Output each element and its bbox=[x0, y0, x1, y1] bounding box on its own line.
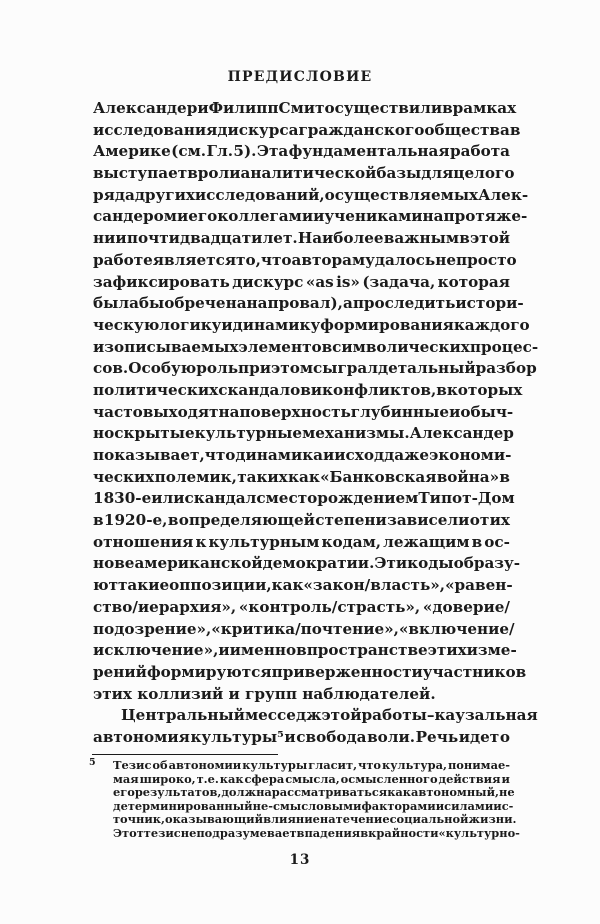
footnote-marker: 5 bbox=[89, 757, 96, 768]
body-text-line: но скрытые культурные механизмы. Александер bbox=[93, 424, 514, 443]
body-text-line: нии почти двадцати лет. Наиболее важным в этой bbox=[93, 229, 510, 248]
body-text-line: автономия культуры⁵ и свобода воли. Речь идет о bbox=[93, 727, 510, 746]
footnote-line: детерминированный не-смысловыми факторами и силами ис- bbox=[113, 798, 514, 813]
body-text-line: зафиксировать дискурс «as is» (задача, которая bbox=[93, 272, 510, 291]
footnote-block bbox=[113, 758, 520, 841]
body-text-line: сандером и его коллегами и учениками на протяже- bbox=[93, 207, 528, 226]
body-text-line: выступает в роли аналитической базы для целого bbox=[93, 164, 515, 183]
chapter-header: ПРЕДИСЛОВИЕ bbox=[227, 69, 373, 85]
body-text-line: Александер и Филипп Смит осуществили в рамках bbox=[93, 99, 517, 117]
body-text-line: из описываемых элементов символических процес- bbox=[93, 337, 539, 356]
body-text-block bbox=[93, 98, 539, 749]
body-text-line: была бы обречена на провал), а проследить истори- bbox=[93, 294, 524, 313]
body-text-line: исследования дискурса гражданского общества в bbox=[93, 120, 521, 139]
body-text-line: работе является то, что авторам удалось не просто bbox=[93, 250, 517, 269]
body-text-line: отношения к культурным кодам, лежащим в ос- bbox=[93, 532, 510, 551]
body-text-line: нове американской демократии. Эти коды образу- bbox=[93, 554, 521, 573]
body-text-line: ческую логику и динамику формирования каждого bbox=[93, 315, 530, 334]
footnote-line: точник, оказывающий влияние на течение социальной жизни. bbox=[113, 812, 517, 827]
body-text-line: сов. Особую роль при этом сыграл детальный разбор bbox=[93, 359, 537, 378]
body-text-line: этих коллизий и групп наблюдателей. bbox=[93, 684, 436, 703]
footnote-line: мая широко, т.е. как сфера смысла, осмысленного действия и bbox=[113, 771, 510, 786]
footnote-line: Тезис об автономии культуры гласит, что культура, понимае- bbox=[113, 758, 510, 772]
footnote-line: его результатов, должна рассматриваться как автономный, не bbox=[113, 785, 515, 800]
body-text-line: политических скандалов и конфликтов, в которых bbox=[93, 380, 523, 399]
body-text-line: часто выходят на поверхность глубинные и обыч- bbox=[93, 402, 514, 421]
body-text-line: показывает, что динамика и исход даже экономи- bbox=[93, 446, 512, 464]
body-text-line: Америке (см. Гл. 5). Эта фундаментальная работа bbox=[93, 142, 510, 161]
body-text-line: 1830-е или скандал с месторождением Типот-Дом bbox=[93, 489, 515, 508]
body-text-line: в 1920-е, в определяющей степени зависели от их bbox=[93, 511, 510, 530]
footnote-line: Этот тезис не подразумевает впадения в крайности «культурно- bbox=[113, 825, 520, 840]
body-text-line: ство/иерархия», «контроль/страсть», «доверие/ bbox=[93, 597, 510, 616]
body-text-line: Центральный месседж этой работы – каузальная bbox=[121, 706, 538, 725]
body-text-line: рений формируются приверженности участников bbox=[93, 662, 527, 681]
body-text-line: подозрение», «критика/почтение», «включение/ bbox=[93, 619, 515, 638]
footnote-divider bbox=[92, 754, 278, 755]
body-text-line: ряда других исследований, осуществляемых Алек- bbox=[93, 185, 529, 204]
body-text-line: ют такие оппозиции, как «закон/власть», «равен- bbox=[93, 576, 513, 595]
body-text-line: ческих полемик, таких как «Банковская война» в bbox=[93, 467, 510, 486]
body-text-line: исключение», и именно в пространстве этих изме- bbox=[93, 641, 517, 660]
page-number: 13 bbox=[289, 852, 311, 868]
